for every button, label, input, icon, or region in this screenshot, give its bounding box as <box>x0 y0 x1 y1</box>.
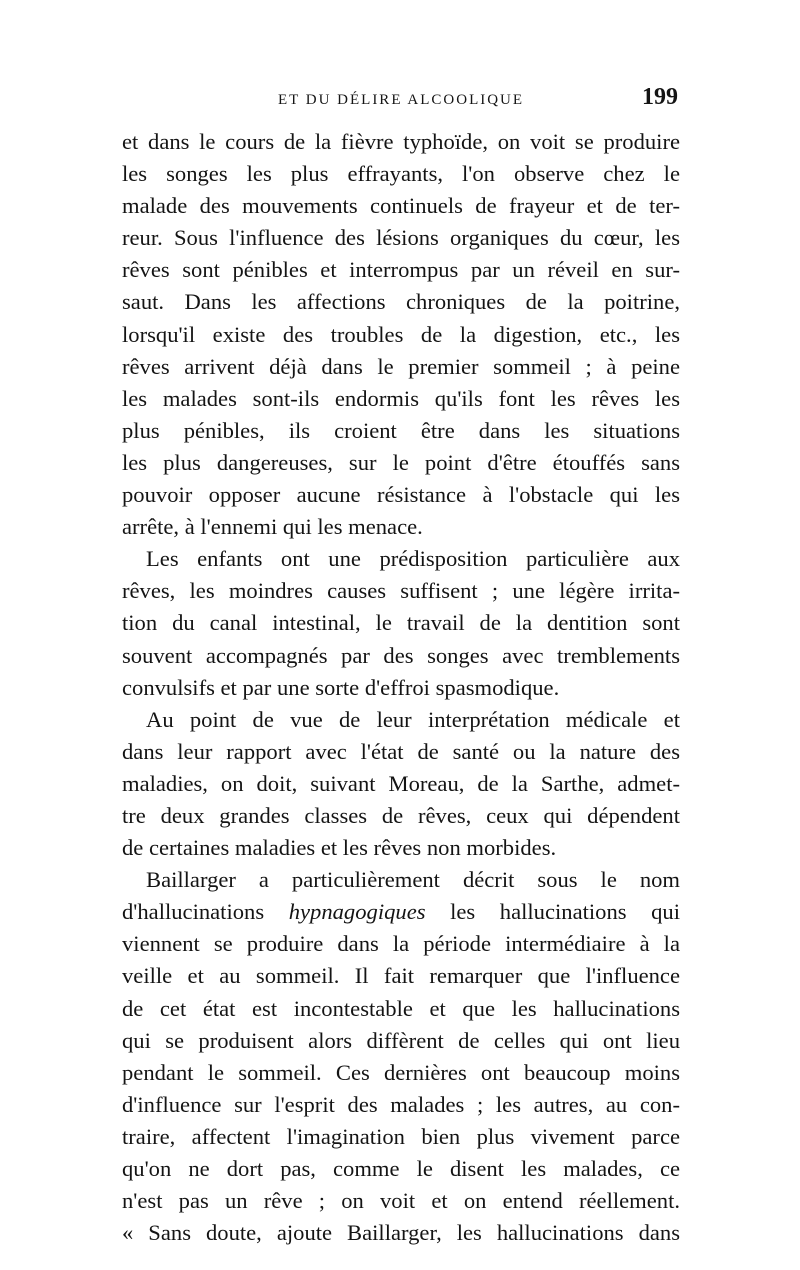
text-line: les malades sont-ils endormis qu'ils font les rêves les <box>122 385 680 411</box>
text-line: tre deux grandes classes de rêves, ceux qui dépendent <box>122 802 680 828</box>
text-line: souvent accompagnés par des songes avec tremblements <box>122 642 680 668</box>
text-line: Les enfants ont une prédisposition particulière aux <box>146 546 680 572</box>
text-line: viennent se produire dans la période intermédiaire à la <box>122 931 680 957</box>
text-line: qui se produisent alors diffèrent de celles qui ont lieu <box>122 1027 680 1053</box>
text-line: traire, affectent l'imagination bien plus vivement parce <box>122 1123 680 1149</box>
text-line: de certaines maladies et les rêves non morbides. <box>122 835 557 861</box>
text-line: tion du canal intestinal, le travail de la dentition sont <box>122 610 680 636</box>
text-segment: d'hallucinations <box>122 899 265 925</box>
text-line: de cet état est incontestable et que les hallucinations <box>122 995 680 1021</box>
text-line: arrête, à l'ennemi qui les menace. <box>122 514 423 540</box>
text-line: d'influence sur l'esprit des malades ; les autres, au con- <box>122 1091 680 1117</box>
page-number: 199 <box>642 84 678 110</box>
text-line: plus pénibles, ils croient être dans les situations <box>122 417 680 443</box>
italic-term: hypnagogiques <box>288 899 426 925</box>
text-line: rêves sont pénibles et interrompus par un réveil en sur- <box>122 257 680 283</box>
text-line: saut. Dans les affections chroniques de la poitrine, <box>122 289 680 315</box>
text-line: Au point de vue de leur interprétation médicale et <box>146 706 680 732</box>
text-line: pouvoir opposer aucune résistance à l'obstacle qui les <box>122 482 680 508</box>
text-line <box>122 896 680 928</box>
text-line: rêves, les moindres causes suffisent ; une légère irrita- <box>122 578 680 604</box>
text-line: et dans le cours de la fièvre typhoïde, on voit se produire <box>122 129 680 154</box>
text-line: dans leur rapport avec l'état de santé ou la nature des <box>122 738 680 764</box>
text-line: Baillarger a particulièrement décrit sous le nom <box>146 867 680 893</box>
text-segment: les hallucinations qui <box>450 899 681 925</box>
text-line: pendant le sommeil. Ces dernières ont beaucoup moins <box>122 1059 680 1085</box>
text-line: convulsifs et par une sorte d'effroi spasmodique. <box>122 674 560 700</box>
text-line: maladies, on doit, suivant Moreau, de la Sarthe, admet- <box>122 770 680 796</box>
text-line: lorsqu'il existe des troubles de la digestion, etc., les <box>122 321 680 347</box>
text-line: n'est pas un rêve ; on voit et on entend réellement. <box>122 1188 680 1214</box>
text-line: « Sans doute, ajoute Baillarger, les hallucinations dans <box>122 1220 680 1246</box>
text-line: rêves arrivent déjà dans le premier sommeil ; à peine <box>122 353 680 379</box>
page-header <box>122 84 680 120</box>
text-line: qu'on ne dort pas, comme le disent les malades, ce <box>122 1156 680 1181</box>
running-head: ET DU DÉLIRE ALCOOLIQUE <box>277 92 525 108</box>
text-line: malade des mouvements continuels de frayeur et de ter- <box>122 193 680 219</box>
text-line: veille et au sommeil. Il fait remarquer que l'influence <box>122 963 680 989</box>
text-line: reur. Sous l'influence des lésions organiques du cœur, les <box>122 225 680 251</box>
text-line: les plus dangereuses, sur le point d'être étouffés sans <box>122 449 680 475</box>
body-text <box>122 126 680 1249</box>
text-line: les songes les plus effrayants, l'on observe chez le <box>122 161 680 187</box>
